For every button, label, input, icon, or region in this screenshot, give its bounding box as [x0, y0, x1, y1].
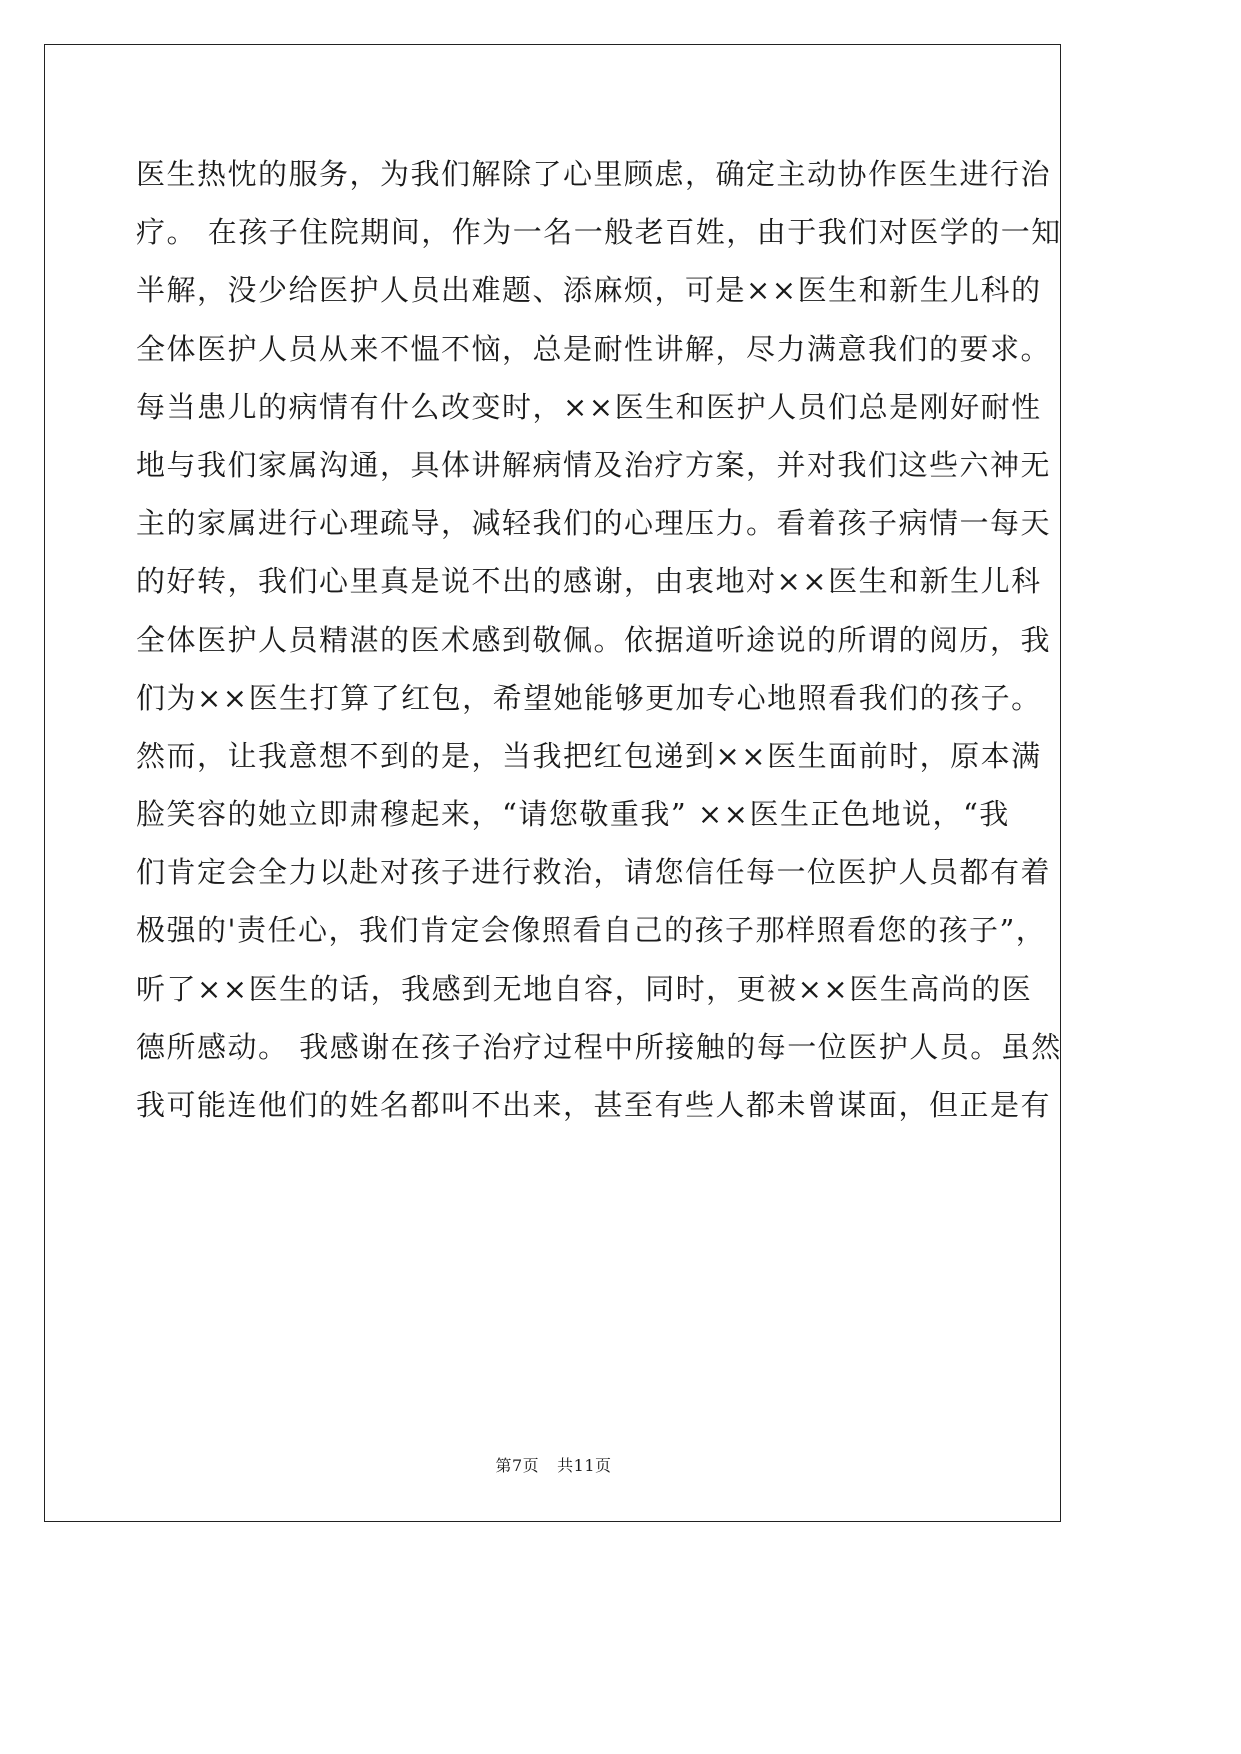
page-total: 共11页 — [557, 1456, 612, 1475]
text-line: 们肯定会全力以赴对孩子进行救治，请您信任每一位医护人员都有着 — [136, 855, 1052, 890]
text-line: 脸笑容的她立即肃穆起来，“请您敬重我” ××医生正色地说，“我 — [136, 797, 1010, 832]
text-line: 们为××医生打算了红包，希望她能够更加专心地照看我们的孩子。 — [136, 680, 1042, 715]
text-line: 极强的'责任心，我们肯定会像照看自己的孩子那样照看您的孩子”， — [136, 913, 1047, 948]
text-line: 半解，没少给医护人员出难题、添麻烦，可是××医生和新生儿科的 — [136, 273, 1042, 308]
text-line: 我可能连他们的姓名都叫不出来，甚至有些人都未曾谋面，但正是有 — [136, 1088, 1052, 1122]
page-footer — [45, 1453, 1062, 1476]
text-line: 地与我们家属沟通，具体讲解病情及治疗方案，并对我们这些六神无 — [136, 447, 1052, 482]
text-line: 听了××医生的话，我感到无地自容，同时，更被××医生高尚的医 — [136, 971, 1033, 1006]
page-frame — [44, 44, 1061, 1522]
text-line: 德所感动。 我感谢在孩子治疗过程中所接触的每一位医护人员。虽然 — [136, 1029, 1062, 1064]
page-number: 第7页 — [495, 1456, 540, 1475]
text-line: 主的家属进行心理疏导，减轻我们的心理压力。看着孩子病情一每天 — [136, 506, 1052, 541]
text-line: 全体医护人员精湛的医术感到敬佩。依据道听途说的所谓的阅历，我 — [136, 622, 1052, 657]
text-line: 然而，让我意想不到的是，当我把红包递到××医生面前时，原本满 — [136, 738, 1042, 773]
text-line: 全体医护人员从来不愠不恼，总是耐性讲解，尽力满意我们的要求。 — [136, 331, 1052, 366]
document-body — [136, 145, 1062, 1134]
text-line: 的好转，我们心里真是说不出的感谢，由衷地对××医生和新生儿科 — [136, 564, 1042, 599]
text-line: 疗。 在孩子住院期间，作为一名一般老百姓，由于我们对医学的一知 — [136, 215, 1062, 250]
text-line: 医生热忱的服务，为我们解除了心里顾虑，确定主动协作医生进行治 — [136, 157, 1052, 191]
text-line: 每当患儿的病情有什么改变时，××医生和医护人员们总是刚好耐性 — [136, 389, 1042, 424]
